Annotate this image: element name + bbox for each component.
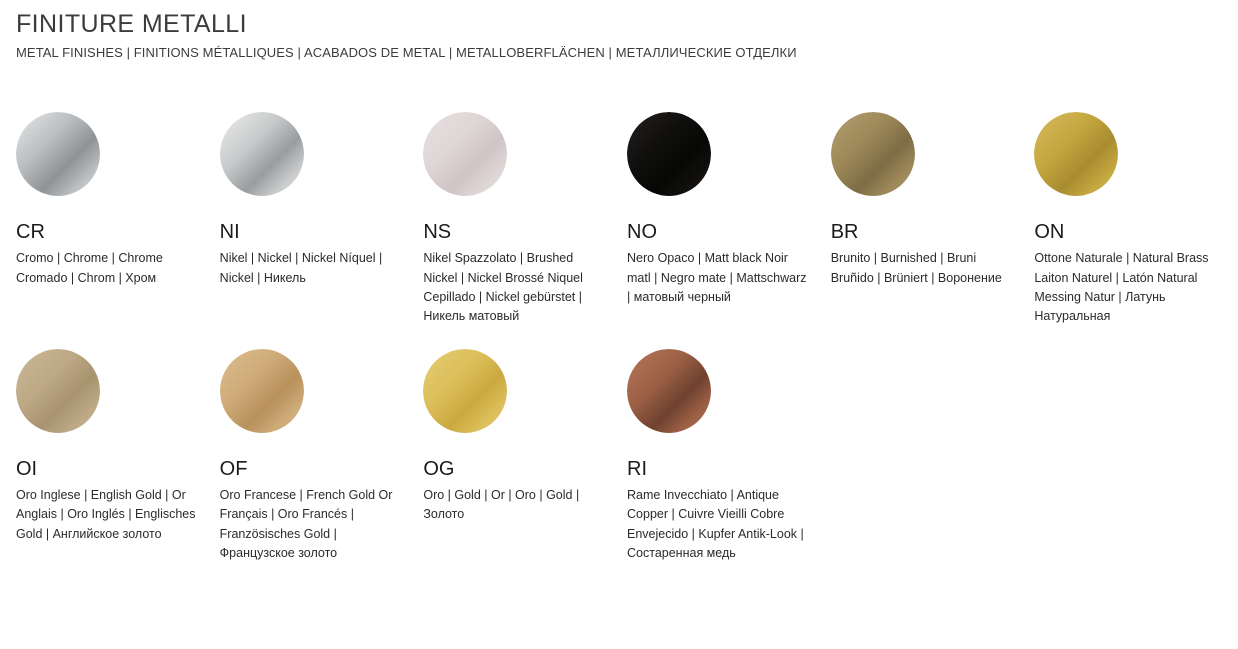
finish-description: Oro | Gold | Or | Oro | Gold | Золото	[423, 487, 580, 522]
finish-description: Brunito | Burnished | Bruni Bruñido | Brüniert | Воронение	[830, 251, 1002, 285]
finish-item[interactable]	[220, 112, 424, 327]
finish-description: Cromo | Chrome | Chrome Cromado | Chrom | Хром	[16, 251, 163, 285]
finish-item[interactable]	[16, 349, 220, 564]
finish-description: Oro Francese | French Gold Or Français | Oro Francés | Französisches Gold | Французское золото	[219, 487, 393, 560]
finish-swatch-oi	[16, 349, 100, 433]
finish-item[interactable]	[1034, 112, 1238, 327]
finish-item[interactable]	[16, 112, 220, 327]
finish-description: Rame Invecchiato | Antique Copper | Cuivre Vieilli Cobre Envejecido | Kupfer Antik-Look | Состаренная медь	[627, 487, 804, 560]
finish-code: OF	[219, 457, 248, 480]
finish-swatch-ri	[627, 349, 711, 433]
finish-item[interactable]	[831, 112, 1035, 327]
finish-item-empty	[1034, 349, 1238, 564]
finish-swatch-ns	[423, 112, 507, 196]
finish-swatch-of	[220, 349, 304, 433]
finish-code: RI	[627, 457, 648, 480]
finish-description: Nero Opaco | Matt black Noir matl | Negro mate | Mattschwarz | матовый черный	[627, 251, 807, 305]
finish-swatch-br	[831, 112, 915, 196]
page-subtitle: METAL FINISHES | FINITIONS MÉTALLIQUES | ACABADOS DE METAL | METALLOBERFLÄCHEN | МЕТАЛЛИЧЕСКИЕ ОТДЕЛКИ	[16, 44, 797, 60]
finish-description: Oro Inglese | English Gold | Or Anglais | Oro Inglés | Englisches Gold | Английское золото	[16, 487, 196, 541]
finish-item[interactable]	[627, 112, 831, 327]
finish-item[interactable]	[220, 349, 424, 564]
finish-code: NI	[219, 221, 240, 244]
finish-description: Nikel Spazzolato | Brushed Nickel | Nickel Brossé Niquel Cepillado | Nickel gebürstet | Никель матовый	[423, 251, 583, 324]
finish-item[interactable]	[423, 349, 627, 564]
finish-swatch-no	[627, 112, 711, 196]
finish-row	[16, 112, 1238, 327]
finish-item[interactable]	[627, 349, 831, 564]
finish-swatch-ni	[220, 112, 304, 196]
finish-code: CR	[16, 221, 45, 244]
finish-row	[16, 349, 1238, 564]
finish-swatch-on	[1034, 112, 1118, 196]
finish-code: BR	[830, 221, 859, 244]
finish-code: NO	[627, 221, 658, 244]
finish-item[interactable]	[423, 112, 627, 327]
finish-description: Ottone Naturale | Natural Brass Laiton Naturel | Latón Natural Messing Natur | Латунь Натуральная	[1034, 251, 1209, 324]
finish-grid	[0, 112, 1238, 585]
finish-item-empty	[831, 349, 1035, 564]
finish-code: NS	[423, 221, 452, 244]
finish-code: OG	[423, 457, 455, 480]
page-title: FINITURE METALLI	[16, 10, 247, 38]
finish-code: ON	[1034, 221, 1065, 244]
finish-description: Nikel | Nickel | Nickel Níquel | Nickel | Никель	[219, 251, 383, 285]
page-header	[0, 0, 1238, 60]
finish-code: OI	[16, 457, 38, 480]
finish-swatch-og	[423, 349, 507, 433]
finish-swatch-cr	[16, 112, 100, 196]
